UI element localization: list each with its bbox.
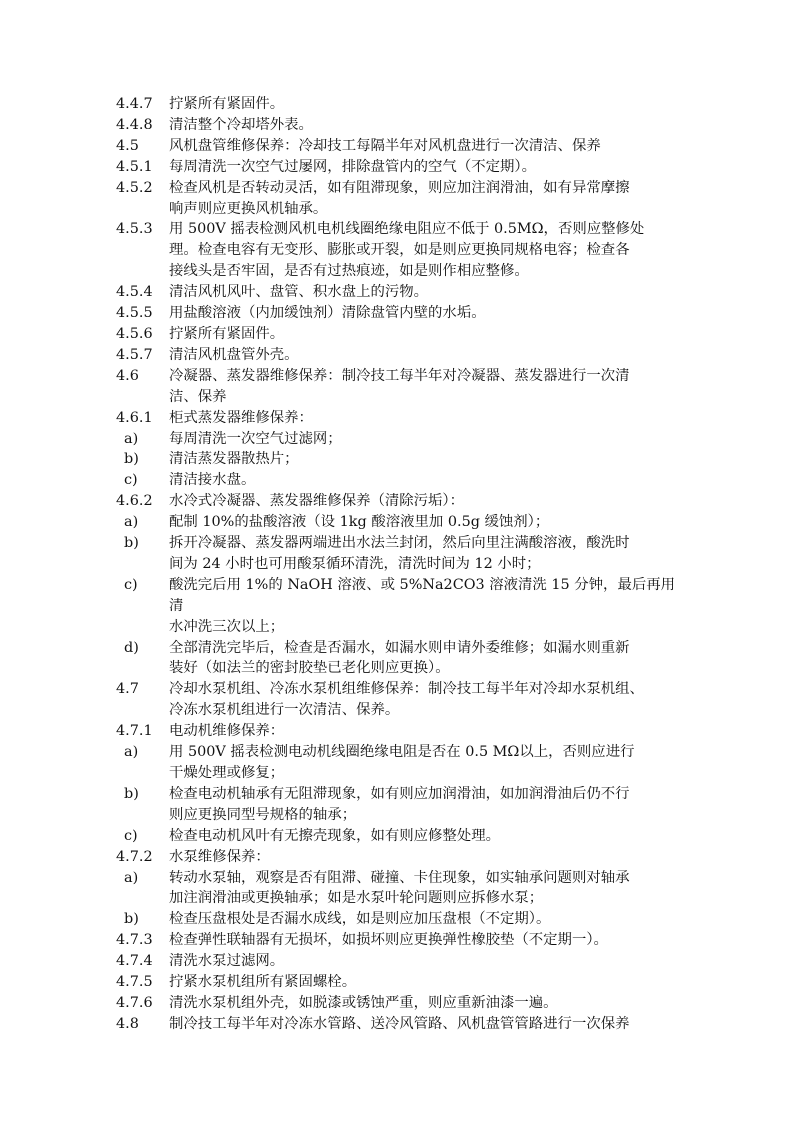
item-number: d) xyxy=(124,639,139,656)
item-number: 4.6 xyxy=(116,367,158,384)
list-item xyxy=(116,324,686,345)
item-text: 风机盘管维修保养：冷却技工每隔半年对风机盘进行一次清洁、保养 xyxy=(169,137,601,154)
item-text: 配制 10%的盐酸溶液（设 1kg 酸溶液里加 0.5g 缓蚀剂）； xyxy=(169,514,550,531)
item-text: 电动机维修保养： xyxy=(169,723,285,740)
item-text: 清洁风机盘管外壳。 xyxy=(169,346,299,363)
item-text: 拧紧所有紧固件。 xyxy=(169,96,285,112)
item-text: 转动水泵轴，观察是否有阻滞、碰撞、卡住现象，如实轴承问题则对轴承 加注润滑油或更换轴承；如是水泵叶轮问题则应拆修水泵； xyxy=(169,869,630,907)
list-item xyxy=(116,847,686,868)
list-item xyxy=(116,178,686,220)
item-number: 4.7.6 xyxy=(116,994,158,1011)
item-number: 4.6.2 xyxy=(116,493,158,510)
item-text: 用 500V 摇表检测电动机线圈绝缘电阻是否在 0.5 MΩ以上，否则应进行 干燥处理或修复； xyxy=(169,744,635,781)
list-item xyxy=(116,136,686,157)
item-text: 检查弹性联轴器有无损坏，如损坏则应更换弹性橡胶垫（不定期一）。 xyxy=(169,932,608,949)
list-item xyxy=(116,115,686,136)
list-item-sub xyxy=(116,826,686,847)
list-item-sub xyxy=(116,868,686,910)
item-number: c) xyxy=(124,576,138,593)
list-item xyxy=(116,303,686,324)
list-item-sub xyxy=(116,429,686,450)
list-item xyxy=(116,491,686,512)
list-item-sub xyxy=(116,512,686,533)
item-text: 清洁蒸发器散热片； xyxy=(169,451,299,468)
list-item xyxy=(116,94,686,115)
item-number: 4.5.6 xyxy=(116,325,158,342)
list-item-sub xyxy=(116,742,686,784)
item-number: 4.5.2 xyxy=(116,179,158,196)
item-text: 用 500V 摇表检测风机电机线圈绝缘电阻应不低于 0.5MΩ，否则应整修处 理。检查电容有无变形、膨胀或开裂，如是则应更换同规格电容；检查各 接线头是否牢固，是否有过热痕迹，如是则作相应整修。 xyxy=(169,221,645,280)
item-number: a) xyxy=(124,869,139,886)
item-text: 清洁接水盘。 xyxy=(169,472,256,489)
item-text: 清洗水泵机组外壳，如脱漆或锈蚀严重，则应重新油漆一遍。 xyxy=(169,994,558,1011)
list-item-sub xyxy=(116,784,686,826)
list-item xyxy=(116,721,686,742)
item-number: 4.4.7 xyxy=(116,96,158,112)
item-number: 4.7.4 xyxy=(116,953,158,970)
item-number: b) xyxy=(124,785,139,802)
list-item xyxy=(116,993,686,1014)
item-text: 冷凝器、蒸发器维修保养：制冷技工每半年对冷凝器、蒸发器进行一次清 洁、保养 xyxy=(169,367,630,405)
list-item xyxy=(116,930,686,951)
list-item-sub xyxy=(116,470,686,491)
list-item xyxy=(116,366,686,408)
list-item-sub xyxy=(116,575,686,638)
item-text: 水泵维修保养： xyxy=(169,848,270,865)
list-item xyxy=(116,679,686,721)
item-text: 清洁整个冷却塔外表。 xyxy=(169,116,313,133)
item-number: 4.5.5 xyxy=(116,305,158,322)
list-item xyxy=(116,408,686,429)
list-item xyxy=(116,345,686,366)
item-number: b) xyxy=(124,535,139,552)
item-number: 4.8 xyxy=(116,1015,158,1032)
list-item xyxy=(116,1014,686,1035)
item-number: b) xyxy=(124,911,139,928)
list-item-sub xyxy=(116,449,686,470)
item-text: 用盐酸溶液（内加缓蚀剂）清除盘管内壁的水垢。 xyxy=(169,305,486,322)
item-number: 4.5 xyxy=(116,137,158,154)
item-text: 水冷式冷凝器、蒸发器维修保养（清除污垢）： xyxy=(169,493,465,510)
item-text: 检查电动机风叶有无擦壳现象，如有则应修整处理。 xyxy=(169,827,500,844)
item-text: 清洁风机风叶、盘管、积水盘上的污物。 xyxy=(169,284,429,301)
item-text: 每周清洗一次空气过滤网； xyxy=(169,430,342,447)
item-text: 酸洗完后用 1%的 NaOH 溶液、或 5%Na2CO3 溶液清洗 15 分钟，最后再用清 水冲洗三次以上； xyxy=(169,576,676,635)
item-number: 4.7.1 xyxy=(116,723,158,740)
item-number: 4.7.5 xyxy=(116,974,158,991)
item-text: 每周清洗一次空气过屡网，排除盘管内的空气（不定期）。 xyxy=(169,158,536,175)
list-item-sub xyxy=(116,533,686,575)
list-item-sub xyxy=(116,909,686,930)
item-number: 4.4.8 xyxy=(116,116,158,133)
list-item xyxy=(116,972,686,993)
item-text: 检查电动机轴承有无阻滞现象，如有则应加润滑油，如加润滑油后仍不行 则应更换同型号规格的轴承； xyxy=(169,785,630,823)
list-item xyxy=(116,951,686,972)
item-number: 4.7.3 xyxy=(116,932,158,949)
item-text: 拆开冷凝器、蒸发器两端进出水法兰封闭，然后向里注满酸溶液，酸洗时 间为 24 小时也可用酸泵循环清洗，清洗时间为 12 小时； xyxy=(169,535,630,572)
item-number: 4.5.1 xyxy=(116,158,158,175)
item-text: 拧紧所有紧固件。 xyxy=(169,325,285,342)
item-text: 检查压盘根处是否漏水成线，如是则应加压盘根（不定期）。 xyxy=(169,911,551,928)
item-number: c) xyxy=(124,472,138,489)
item-number: a) xyxy=(124,514,139,531)
item-text: 清洗水泵过滤网。 xyxy=(169,953,285,970)
list-item xyxy=(116,219,686,282)
item-number: 4.5.3 xyxy=(116,221,158,238)
item-number: 4.7 xyxy=(116,681,158,698)
item-text: 检查风机是否转动灵活，如有阻滞现象，则应加注润滑油，如有异常摩擦 响声则应更换风机轴承。 xyxy=(169,179,630,217)
list-item xyxy=(116,282,686,303)
item-number: b) xyxy=(124,451,139,468)
item-number: 4.6.1 xyxy=(116,409,158,426)
item-number: 4.5.7 xyxy=(116,346,158,363)
item-text: 柜式蒸发器维修保养： xyxy=(169,409,313,426)
item-number: 4.7.2 xyxy=(116,848,158,865)
item-number: a) xyxy=(124,744,139,761)
item-text: 冷却水泵机组、冷冻水泵机组维修保养：制冷技工每半年对冷却水泵机组、 冷冻水泵机组进行一次清洁、保养。 xyxy=(169,681,644,719)
item-text: 制冷技工每半年对冷冻水管路、送冷风管路、风机盘管管路进行一次保养 xyxy=(169,1015,630,1032)
item-number: a) xyxy=(124,430,139,447)
item-number: 4.5.4 xyxy=(116,284,158,301)
document-body xyxy=(116,94,686,1035)
item-text: 全部清洗完毕后，检查是否漏水，如漏水则申请外委维修；如漏水则重新 装好（如法兰的密封胶垫已老化则应更换）。 xyxy=(169,639,630,677)
list-item xyxy=(116,157,686,178)
item-text: 拧紧水泵机组所有紧固螺栓。 xyxy=(169,974,357,991)
list-item-sub xyxy=(116,638,686,680)
item-number: c) xyxy=(124,827,138,844)
